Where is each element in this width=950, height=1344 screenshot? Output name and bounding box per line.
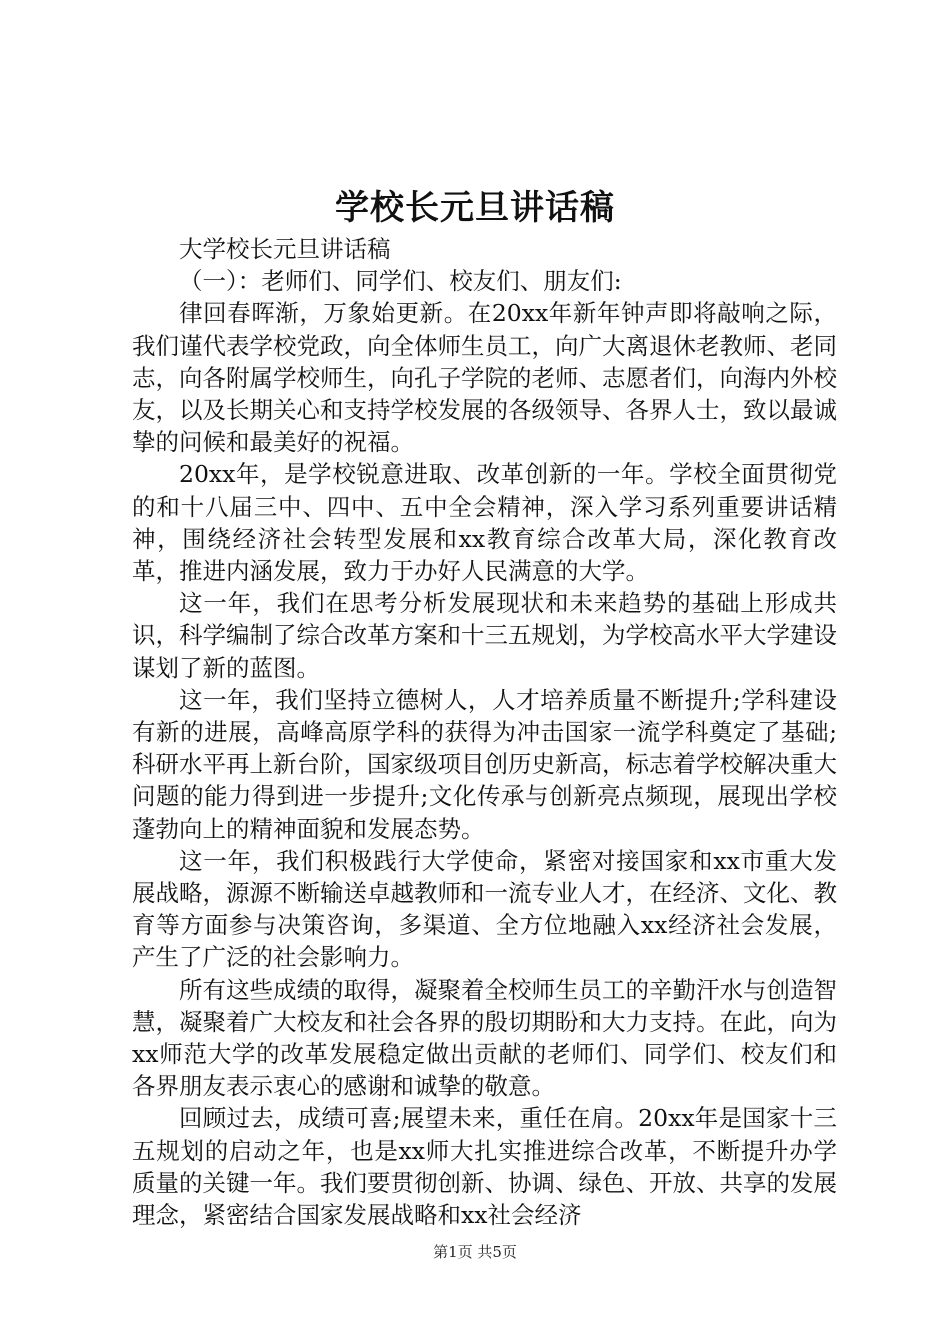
paragraph: 律回春晖渐，万象始更新。在20xx年新年钟声即将敲响之际，我们谨代表学校党政，向全体师生员工，向广大离退休老教师、老同志，向各附属学校师生，向孔子学院的老师、志愿者们，向海内外校友，以及长期关心和支持学校发展的各级领导、各界人士，致以最诚挚的问候和最美好的祝福。 (132, 299, 837, 457)
paragraph: 这一年，我们坚持立德树人，人才培养质量不断提升;学科建设有新的进展，高峰高原学科的获得为冲击国家一流学科奠定了基础;科研水平再上新台阶，国家级项目创历史新高，标志着学校解决重大问题的能力得到进一步提升;文化传承与创新亮点频现，展现出学校蓬勃向上的精神面貌和发展态势。 (132, 685, 837, 843)
page-number-footer: 第1页 共5页 (433, 1243, 517, 1261)
paragraph: 回顾过去，成绩可喜;展望未来，重任在肩。20xx年是国家十三五规划的启动之年，也是xx师大扎实推进综合改革，不断提升办学质量的关键一年。我们要贯彻创新、协调、绿色、开放、共享的发展理念，紧密结合国家发展战略和xx社会经济 (132, 1104, 837, 1230)
document-title: 学校长元旦讲话稿 (335, 188, 615, 228)
paragraph: 这一年，我们在思考分析发展现状和未来趋势的基础上形成共识，科学编制了综合改革方案和十三五规划，为学校高水平大学建设谋划了新的蓝图。 (132, 589, 837, 682)
paragraph: 这一年，我们积极践行大学使命，紧密对接国家和xx市重大发展战略，源源不断输送卓越教师和一流专业人才，在经济、文化、教育等方面参与决策咨询，多渠道、全方位地融入xx经济社会发展，产生了广泛的社会影响力。 (132, 846, 837, 972)
paragraph: 所有这些成绩的取得，凝聚着全校师生员工的辛勤汗水与创造智慧，凝聚着广大校友和社会各界的殷切期盼和大力支持。在此，向为xx师范大学的改革发展稳定做出贡献的老师们、同学们、校友们和各界朋友表示衷心的感谢和诚挚的敬意。 (132, 975, 837, 1101)
paragraph-salutation: （一）：老师们、同学们、校友们、朋友们: (179, 267, 622, 296)
paragraph: 20xx年，是学校锐意进取、改革创新的一年。学校全面贯彻党的和十八届三中、四中、五中全会精神，深入学习系列重要讲话精神，围绕经济社会转型发展和xx教育综合改革大局，深化教育改革，推进内涵发展，致力于办好人民满意的大学。 (132, 460, 837, 586)
paragraph-subtitle: 大学校长元旦讲话稿 (179, 235, 391, 263)
document-body (132, 233, 837, 1231)
